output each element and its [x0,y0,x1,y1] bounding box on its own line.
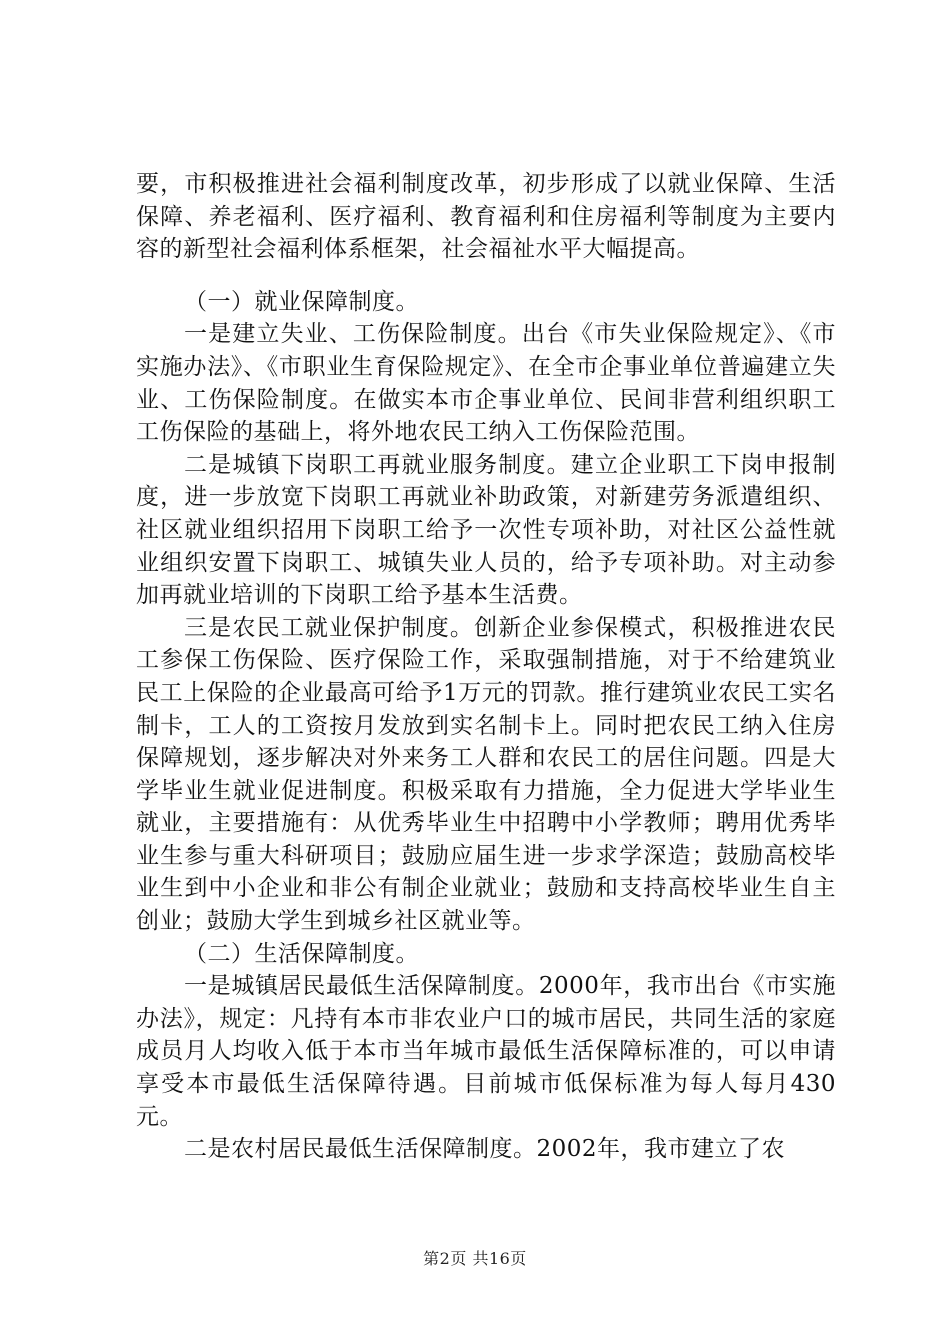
paragraph-reemployment-service: 二是城镇下岗职工再就业服务制度。建立企业职工下岗申报制度，进一步放宽下岗职工再就业补助政策，对新建劳务派遣组织、社区就业组织招用下岗职工给予一次性专项补助，对社区公益性就业组织安置下岗职工、城镇失业人员的，给予专项补助。对主动参加再就业培训的下岗职工给予基本生活费。 [136,451,836,609]
section-heading-employment: （一）就业保障制度。 [184,288,419,315]
paragraph-unemployment-insurance: 一是建立失业、工伤保险制度。出台《市失业保险规定》、《市实施办法》、《市职业生育保险规定》、在全市企事业单位普遍建立失业、工伤保险制度。在做实本市企事业单位、民间非营利组织职工工伤保险的基础上，将外地农民工纳入工伤保险范围。 [136,321,836,446]
paragraph-intro-continuation: 要，市积极推进社会福利制度改革，初步形成了以就业保障、生活保障、养老福利、医疗福利、教育福利和住房福利等制度为主要内容的新型社会福利体系框架，社会福祉水平大幅提高。 [136,171,836,263]
page-number-footer: 第2页 共16页 [423,1249,527,1268]
paragraph-migrant-worker-protection: 三是农民工就业保护制度。创新企业参保模式，积极推进农民工参保工伤保险、医疗保险工作，采取强制措施，对于不给建筑业民工上保险的企业最高可给予1万元的罚款。推行建筑业农民工实名制卡，工人的工资按月发放到实名制卡上。同时把农民工纳入住房保障规划，逐步解决对外来务工人群和农民工的居住问题。四是大学毕业生就业促进制度。积极采取有力措施，全力促进大学毕业生就业，主要措施有：从优秀毕业生中招聘中小学教师；聘用优秀毕业生参与重大科研项目；鼓励应届生进一步求学深造；鼓励高校毕业生到中小企业和非公有制企业就业；鼓励和支持高校毕业生自主创业；鼓励大学生到城乡社区就业等。 [136,614,836,935]
paragraph-urban-minimum-living: 一是城镇居民最低生活保障制度。2000年，我市出台《市实施办法》，规定：凡持有本市非农业户口的城市居民，共同生活的家庭成员月人均收入低于本市当年城市最低生活保障标准的，可以申请享受本市最低生活保障待遇。目前城市低保标准为每人每月430元。 [136,973,836,1130]
section-heading-living-security: （二）生活保障制度。 [184,940,419,967]
document-body [136,168,836,1166]
paragraph-rural-minimum-living: 二是农村居民最低生活保障制度。2002年，我市建立了农 [184,1136,786,1163]
